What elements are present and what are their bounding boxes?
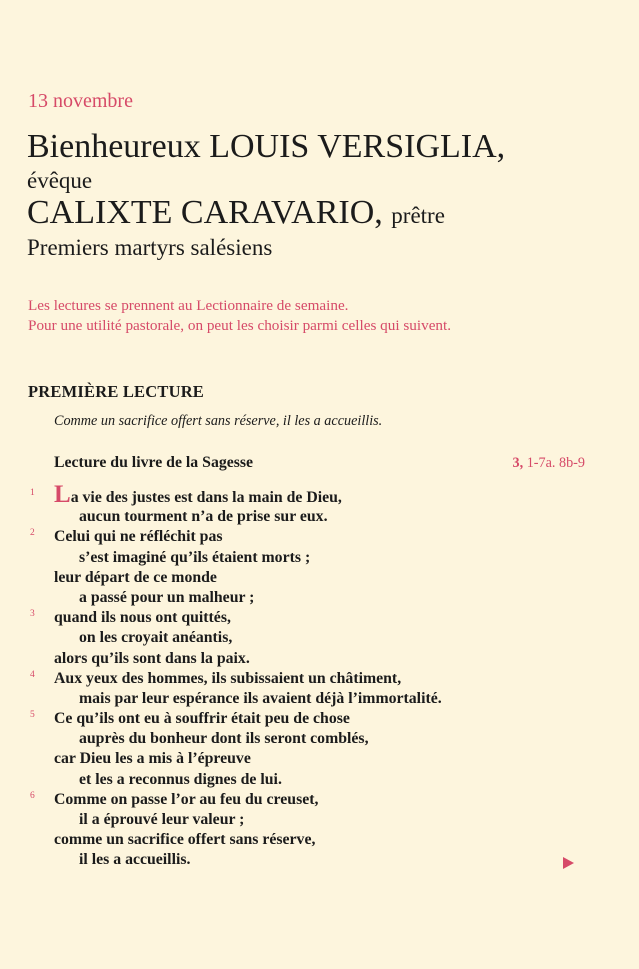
verse-number: 5 xyxy=(30,710,35,721)
verse-text-content: car Dieu les a mis à l’épreuve xyxy=(54,750,251,768)
verse-text-content: Comme on passe l’or au feu du creuset, xyxy=(54,790,319,808)
rubric-line-2: Pour une utilité pastorale, on peut les choisir parmi celles qui suivent. xyxy=(28,317,452,334)
verse-text xyxy=(79,770,282,790)
verse-line xyxy=(0,689,639,709)
reference-chapter: 3, xyxy=(512,455,524,471)
verse-text xyxy=(79,810,244,830)
verse-text-content: s’est imaginé qu’ils étaient morts ; xyxy=(79,548,311,566)
verse-text xyxy=(54,568,217,588)
title-line-1: Bienheureux LOUIS VERSIGLIA, xyxy=(27,128,506,165)
verse-text-content: a vie des justes est dans la main de Dieu, xyxy=(70,489,342,506)
scripture-reference xyxy=(513,455,586,472)
verse-line xyxy=(0,628,639,648)
verse-text-content: aucun tourment n’a de prise sur eux. xyxy=(79,508,328,526)
verse-text xyxy=(54,481,342,508)
verse-text-content: Aux yeux des hommes, ils subissaient un châtiment, xyxy=(54,669,402,687)
verse-line xyxy=(0,649,639,669)
verse-text-content: et les a reconnus dignes de lui. xyxy=(79,770,282,788)
verse-text xyxy=(79,507,328,527)
verse-line xyxy=(0,709,639,729)
reference-verses: 1-7a. 8b-9 xyxy=(526,455,585,471)
verse-line xyxy=(0,830,639,850)
verse-line xyxy=(0,507,639,527)
verse-line xyxy=(0,481,639,508)
verse-text xyxy=(79,628,232,648)
verse-line xyxy=(0,749,639,769)
antiphon: Comme un sacrifice offert sans réserve, il les a accueillis. xyxy=(54,413,383,429)
reading-text xyxy=(0,481,639,871)
verse-text-content: leur départ de ce monde xyxy=(54,568,217,586)
verse-text-content: Ce qu’ils ont eu à souffrir était peu de chose xyxy=(54,710,350,728)
verse-number: 2 xyxy=(30,528,35,539)
verse-line xyxy=(0,770,639,790)
title-line-2: évêque xyxy=(27,168,93,193)
verse-text-content: a passé pour un malheur ; xyxy=(79,588,255,606)
verse-text xyxy=(79,588,254,608)
verse-line xyxy=(0,790,639,810)
reading-book-title: Lecture du livre de la Sagesse xyxy=(54,454,254,471)
verse-text-content: alors qu’ils sont dans la paix. xyxy=(54,649,250,667)
verse-text xyxy=(54,790,318,810)
verse-text xyxy=(54,749,251,769)
date-heading: 13 novembre xyxy=(28,90,133,112)
verse-text xyxy=(54,830,315,850)
verse-text xyxy=(54,669,401,689)
verse-line xyxy=(0,568,639,588)
verse-line xyxy=(0,850,639,870)
title-line-3-suffix: prêtre xyxy=(391,203,445,228)
verse-text xyxy=(54,709,350,729)
verse-text xyxy=(54,527,223,547)
verse-text-content: auprès du bonheur dont ils seront comblés, xyxy=(79,730,369,748)
verse-text xyxy=(79,548,310,568)
verse-line xyxy=(0,527,639,547)
verse-text-content: comme un sacrifice offert sans réserve, xyxy=(54,831,316,849)
verse-text xyxy=(54,608,231,628)
verse-line xyxy=(0,669,639,689)
verse-line xyxy=(0,810,639,830)
verse-text xyxy=(79,689,442,709)
rubric-line-1: Les lectures se prennent au Lectionnaire de semaine. xyxy=(28,297,349,314)
verse-text xyxy=(54,649,250,669)
title-line-4: Premiers martyrs salésiens xyxy=(27,235,273,260)
verse-text xyxy=(79,850,190,870)
verse-text xyxy=(79,729,369,749)
verse-number: 6 xyxy=(30,790,35,801)
verse-text-content: mais par leur espérance ils avaient déjà l’immortalité. xyxy=(79,689,442,707)
section-title: PREMIÈRE LECTURE xyxy=(28,382,205,401)
verse-text-content: on les croyait anéantis, xyxy=(79,629,233,647)
title-line-3 xyxy=(27,194,445,232)
verse-line xyxy=(0,588,639,608)
verse-text-content: quand ils nous ont quittés, xyxy=(54,609,231,627)
verse-number: 4 xyxy=(30,669,35,680)
drop-cap: L xyxy=(54,481,71,508)
verse-text-content: il les a accueillis. xyxy=(79,851,191,869)
verse-number: 3 xyxy=(30,609,35,620)
next-page-arrow-icon xyxy=(563,857,574,869)
verse-line xyxy=(0,548,639,568)
title-line-3-main: CALIXTE CARAVARIO, xyxy=(27,194,383,231)
verse-text-content: Celui qui ne réfléchit pas xyxy=(54,528,223,546)
rubric xyxy=(28,296,451,336)
verse-text-content: il a éprouvé leur valeur ; xyxy=(79,811,245,828)
verse-line xyxy=(0,729,639,749)
verse-line xyxy=(0,608,639,628)
verse-number: 1 xyxy=(30,488,35,498)
